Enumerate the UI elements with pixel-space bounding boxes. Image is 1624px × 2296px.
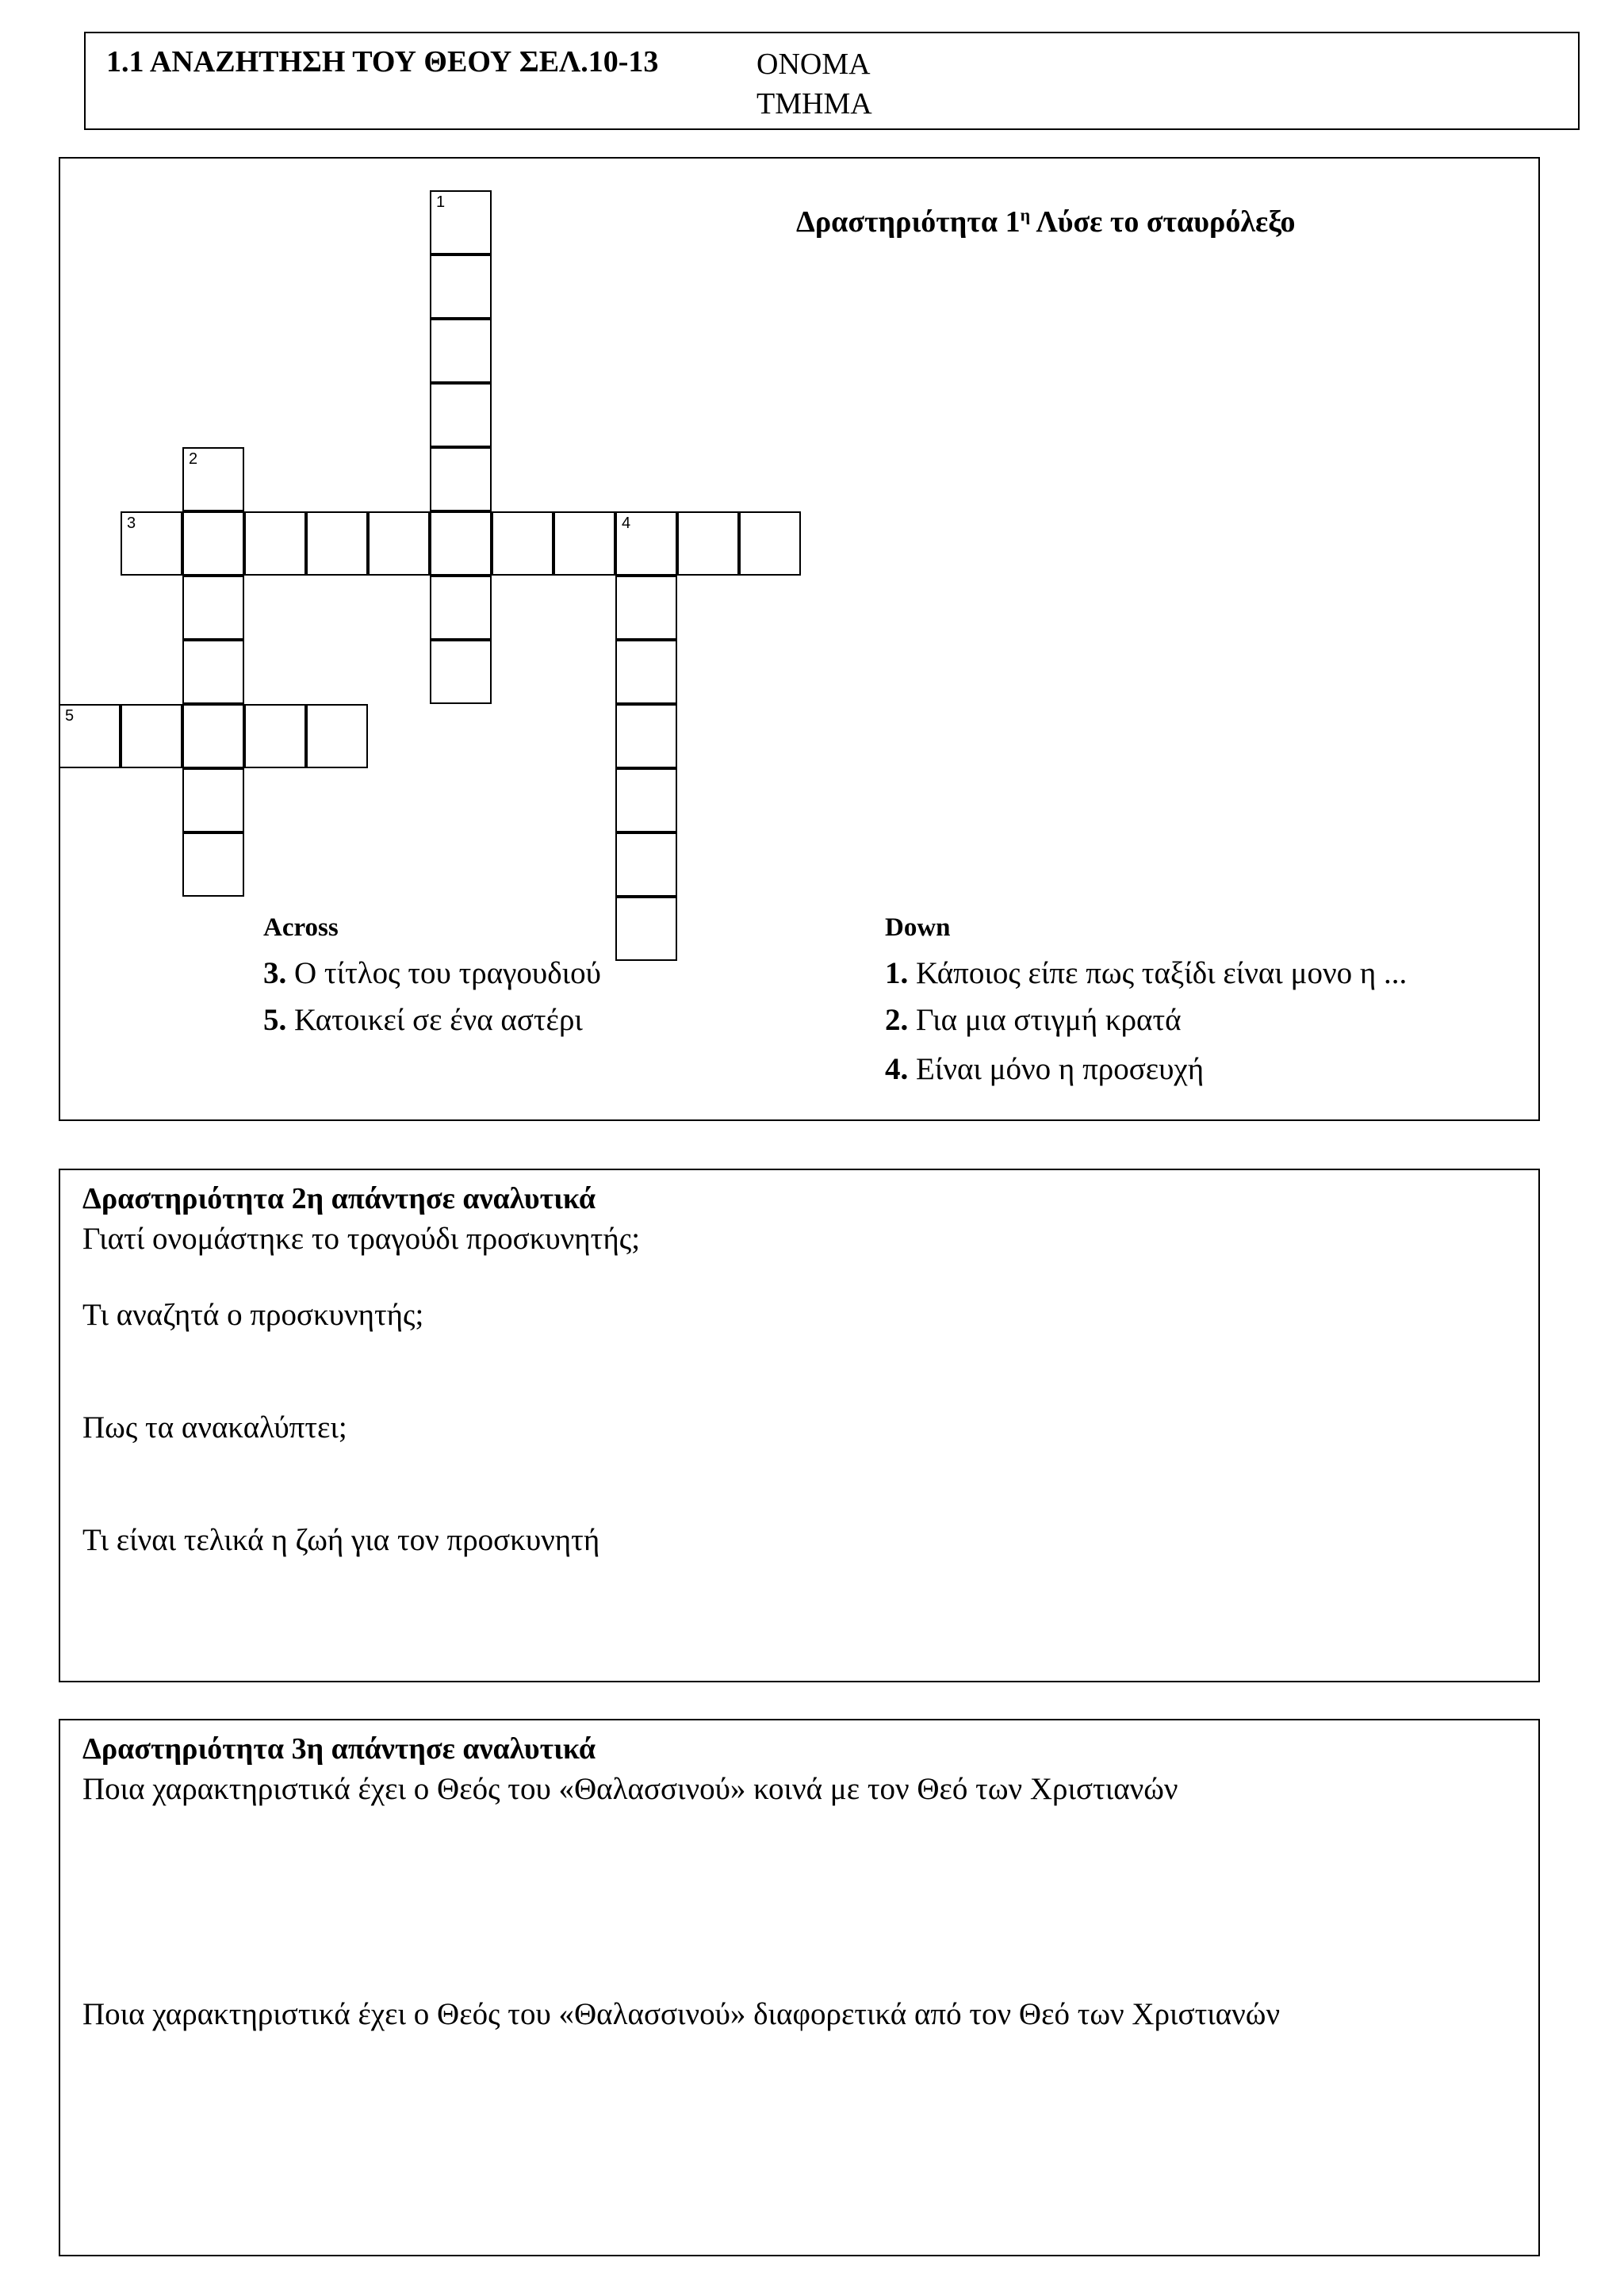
across-clue: 3. Ο τίτλος του τραγουδιού: [263, 956, 601, 990]
clue-number: 4: [622, 515, 631, 532]
crossword-cell[interactable]: [492, 511, 553, 576]
crossword-cell[interactable]: [615, 832, 677, 897]
down-clue: 1. Κάποιος είπε πως ταξίδι είναι μονο η ...: [885, 956, 1408, 990]
crossword-cell[interactable]: [244, 511, 306, 576]
crossword-cell[interactable]: [244, 704, 306, 768]
crossword-cell[interactable]: [182, 576, 244, 640]
activity3-title: Δραστηριότητα 3η απάντησε αναλυτικά: [82, 1732, 596, 1766]
question: Πως τα ανακαλύπτει;: [82, 1410, 347, 1445]
down-heading: Down: [885, 913, 951, 942]
crossword-cell[interactable]: [368, 511, 430, 576]
crossword-cell[interactable]: [430, 383, 492, 447]
crossword-cell[interactable]: [677, 511, 739, 576]
crossword-cell[interactable]: [615, 768, 677, 832]
across-clue: 5. Κατοικεί σε ένα αστέρι: [263, 1003, 583, 1037]
crossword-cell[interactable]: [430, 640, 492, 704]
crossword-cell[interactable]: [59, 704, 121, 768]
down-clue: 2. Για μια στιγμή κρατά: [885, 1003, 1182, 1037]
crossword-cell[interactable]: [182, 511, 244, 576]
crossword-cell[interactable]: [182, 768, 244, 832]
question: Τι είναι τελικά η ζωή για τον προσκυνητή: [82, 1523, 600, 1557]
question: Ποια χαρακτηριστικά έχει ο Θεός του «Θαλασσινού» διαφορετικά από τον Θεό των Χριστιανών: [82, 1997, 1281, 2031]
clue-number: 5: [65, 707, 75, 725]
question: Ποια χαρακτηριστικά έχει ο Θεός του «Θαλασσινού» κοινά με τον Θεό των Χριστιανών: [82, 1772, 1178, 1806]
header-box: [84, 32, 1580, 130]
crossword-cell[interactable]: [430, 511, 492, 576]
worksheet-title: 1.1 ΑΝΑΖΗΤΗΣΗ ΤΟΥ ΘΕΟΥ ΣΕΛ.10-13: [106, 45, 659, 78]
crossword-cell[interactable]: [615, 704, 677, 768]
activity3-section: [59, 1719, 1540, 2256]
crossword-cell[interactable]: [430, 190, 492, 254]
crossword-cell[interactable]: [615, 511, 677, 576]
crossword-cell[interactable]: [615, 897, 677, 961]
crossword-cell[interactable]: [553, 511, 615, 576]
crossword-cell[interactable]: [182, 447, 244, 511]
activity2-section: [59, 1169, 1540, 1682]
crossword-cell[interactable]: [430, 576, 492, 640]
crossword-cell[interactable]: [739, 511, 801, 576]
down-clue: 4. Είναι μόνο η προσευχή: [885, 1052, 1205, 1086]
name-label: ΟΝΟΜΑ: [756, 48, 871, 81]
class-label: ΤΜΗΜΑ: [756, 87, 872, 121]
crossword-cell[interactable]: [430, 254, 492, 319]
crossword-cell[interactable]: [615, 640, 677, 704]
crossword-cell[interactable]: [306, 511, 368, 576]
crossword-cell[interactable]: [306, 704, 368, 768]
question: Γιατί ονομάστηκε το τραγούδι προσκυνητής;: [82, 1222, 641, 1256]
crossword-cell[interactable]: [182, 704, 244, 768]
activity1-title: Δραστηριότητα $1^\eta$ Λύσε το σταυρόλεξο: [796, 205, 1296, 239]
question: Τι αναζητά ο προσκυνητής;: [82, 1298, 424, 1332]
crossword-cell[interactable]: [121, 704, 182, 768]
clue-number: 1: [436, 193, 446, 211]
crossword-cell[interactable]: [182, 640, 244, 704]
clue-number: 2: [189, 450, 198, 468]
crossword-cell[interactable]: [430, 319, 492, 383]
crossword-cell[interactable]: [121, 511, 182, 576]
crossword-cell[interactable]: [182, 832, 244, 897]
clue-number: 3: [127, 515, 136, 532]
student-fields: [756, 44, 872, 124]
activity2-title: Δραστηριότητα 2η απάντησε αναλυτικά: [82, 1182, 596, 1215]
across-heading: Across: [263, 913, 339, 942]
crossword-cell[interactable]: [615, 576, 677, 640]
crossword-cell[interactable]: [430, 447, 492, 511]
